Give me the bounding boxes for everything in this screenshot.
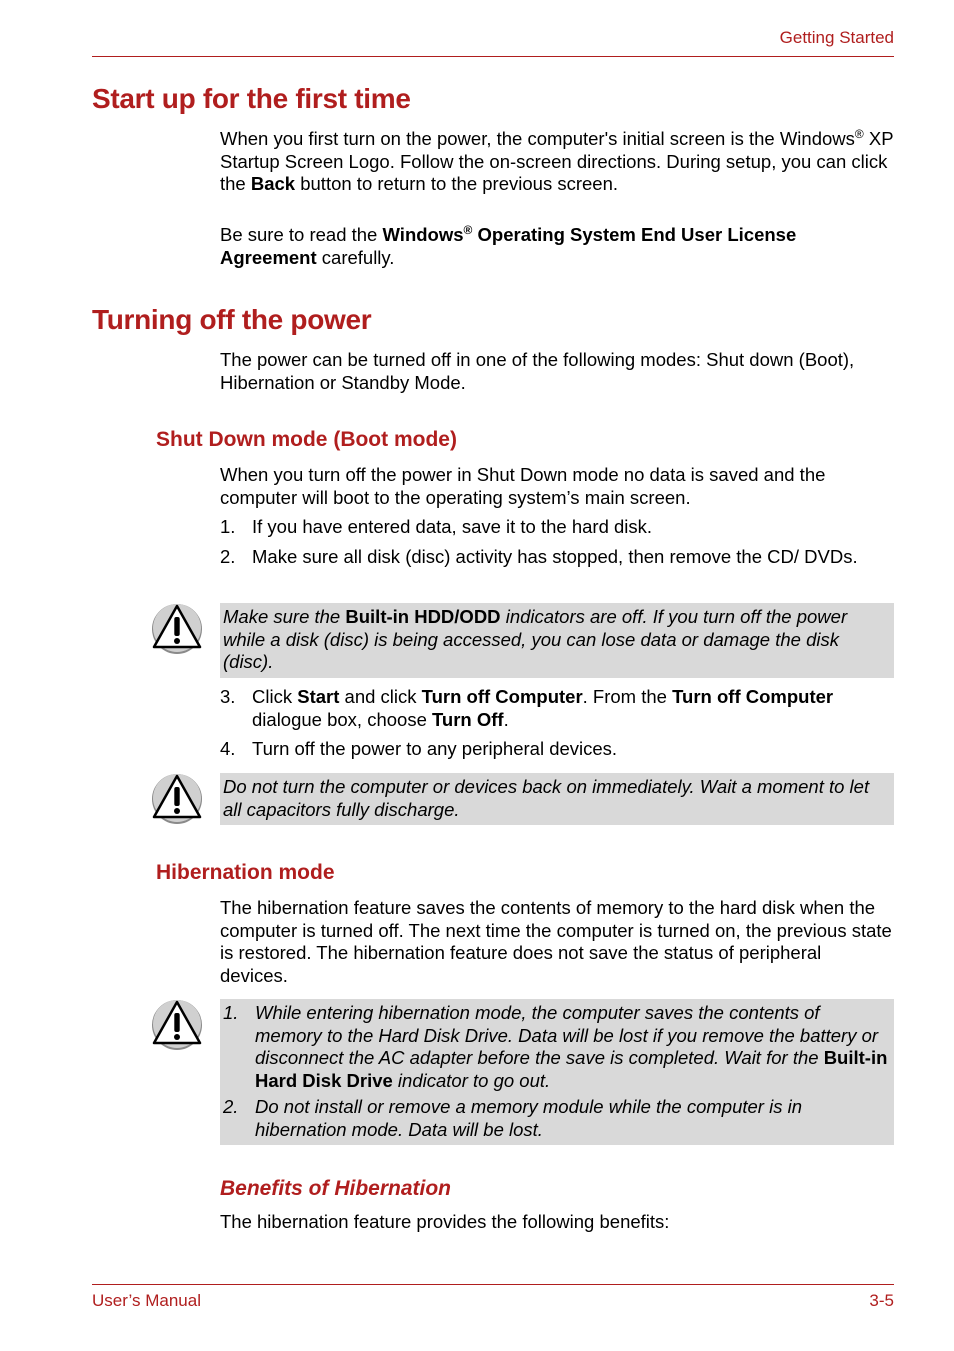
- caution-list-item: 1. While entering hibernation mode, the computer saves the contents of memory to the Hard Disk Drive. Data will be lost if you remove the battery or disconnect the AC adapter before the save is completed. Wait for the Built-in Hard Disk Drive indicator to go out.: [223, 1002, 888, 1091]
- footer-rule: [92, 1284, 894, 1285]
- heading-shut-down: Shut Down mode (Boot mode): [156, 428, 457, 451]
- list-item: 2. Make sure all disk (disc) activity has stopped, then remove the CD/ DVDs.: [220, 546, 858, 567]
- turning-off-intro: The power can be turned off in one of the following modes: Shut down (Boot), Hibernation or Standby Mode.: [220, 349, 855, 393]
- caution-note: [220, 999, 894, 1145]
- warning-triangle-icon: [150, 997, 204, 1051]
- warning-triangle-icon: [150, 601, 204, 655]
- heading-hibernation: Hibernation mode: [156, 861, 335, 884]
- start-up-paragraph-1: When you first turn on the power, the computer's initial screen is the Windows® XP Startup Screen Logo. Follow the on-screen directions. During setup, you can click the Back button to return to the previous screen.: [220, 126, 894, 194]
- start-up-paragraph-2: Be sure to read the Windows® Operating System End User License Agreement carefully.: [220, 222, 797, 268]
- list-item: 3. Click Start and click Turn off Computer. From the Turn off Computer dialogue box, choose Turn Off.: [220, 686, 834, 730]
- page-number: 3-5: [869, 1291, 894, 1310]
- shut-down-intro: When you turn off the power in Shut Down mode no data is saved and the computer will boot to the operating system’s main screen.: [220, 464, 826, 508]
- caution-list-item: 2. Do not install or remove a memory module while the computer is in hibernation mode. Data will be lost.: [223, 1096, 803, 1140]
- caution-note: Do not turn the computer or devices back on immediately. Wait a moment to let all capacitors fully discharge.: [220, 773, 894, 825]
- footer-manual-title: User’s Manual: [92, 1291, 201, 1310]
- heading-benefits: Benefits of Hibernation: [220, 1177, 452, 1200]
- header-rule: [92, 56, 894, 57]
- hibernation-intro: The hibernation feature saves the contents of memory to the hard disk when the computer is turned off. The next time the computer is turned on, the previous state is restored. The hibernation feature does not save the status of peripheral devices.: [220, 897, 892, 986]
- warning-triangle-icon: [150, 771, 204, 825]
- caution-note: Make sure the Built-in HDD/ODD indicators are off. If you turn off the power while a disk (disc) is being accessed, you can lose data or damage the disk (disc).: [220, 603, 894, 678]
- heading-turning-off: Turning off the power: [92, 304, 372, 335]
- heading-start-up: Start up for the first time: [92, 83, 411, 114]
- list-item: 1. If you have entered data, save it to the hard disk.: [220, 516, 653, 537]
- list-item: 4. Turn off the power to any peripheral devices.: [220, 738, 618, 759]
- benefits-intro: The hibernation feature provides the following benefits:: [220, 1211, 670, 1232]
- running-header: Getting Started: [779, 28, 894, 47]
